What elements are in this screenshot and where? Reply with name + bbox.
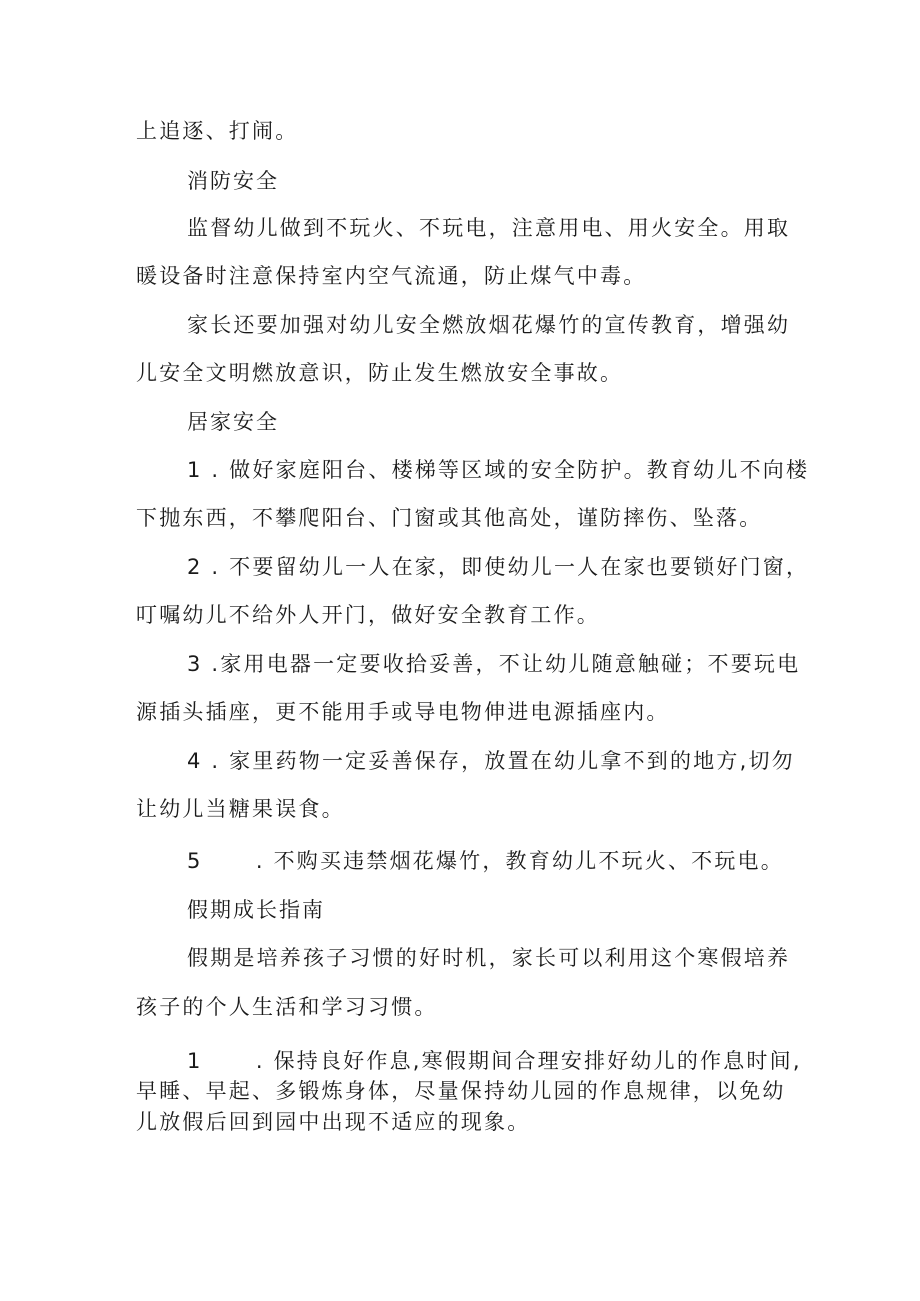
list-item-line: 儿放假后回到园中出现不适应的现象。 xyxy=(136,1110,531,1134)
list-item-line: 早睡、早起、多锻炼身体，尽量保持幼儿园的作息规律，以免幼 xyxy=(136,1079,786,1103)
list-item-line: 1 . 做好家庭阳台、楼梯等区域的安全防护。教育幼儿不向楼 xyxy=(187,458,810,482)
paragraph-line: 假期是培养孩子习惯的好时机，家长可以利用这个寒假培养 xyxy=(187,946,791,970)
list-item-line: 4 . 家里药物一定妥善保存，放置在幼儿拿不到的地方,切勿 xyxy=(187,749,795,773)
paragraph-line: 儿安全文明燃放意识，防止发生燃放安全事故。 xyxy=(136,361,624,385)
section-heading-holiday-guide: 假期成长指南 xyxy=(187,898,325,922)
list-item-line: 让幼儿当糖果误食。 xyxy=(136,797,345,821)
list-item-line: 下抛东西，不攀爬阳台、门窗或其他高处，谨防摔伤、坠落。 xyxy=(136,506,763,530)
paragraph-line: 暖设备时注意保持室内空气流通，防止煤气中毒。 xyxy=(136,264,647,288)
list-item-line: 2 . 不要留幼儿一人在家，即使幼儿一人在家也要锁好门窗， xyxy=(187,555,810,579)
list-item-line: 叮嘱幼儿不给外人开门，做好安全教育工作。 xyxy=(136,603,600,627)
section-heading-home-safety: 居家安全 xyxy=(187,410,279,434)
list-item-line: 1 . 保持良好作息,寒假期间合理安排好幼儿的作息时间, xyxy=(187,1049,802,1073)
paragraph-line: 上追逐、打闹。 xyxy=(136,119,299,143)
list-item-line: 5 . 不购买违禁烟花爆竹，教育幼儿不玩火、不玩电。 xyxy=(187,849,784,873)
paragraph-line: 家长还要加强对幼儿安全燃放烟花爆竹的宣传教育，增强幼 xyxy=(187,313,791,337)
paragraph-line: 孩子的个人生活和学习习惯。 xyxy=(136,995,438,1019)
paragraph-line: 监督幼儿做到不玩火、不玩电，注意用电、用火安全。用取 xyxy=(187,216,791,240)
section-heading-fire-safety: 消防安全 xyxy=(187,169,279,193)
list-item-line: 源插头插座，更不能用手或导电物伸进电源插座内。 xyxy=(136,700,670,724)
list-item-line: 3 .家用电器一定要收拾妥善，不让幼儿随意触碰；不要玩电 xyxy=(187,652,801,676)
